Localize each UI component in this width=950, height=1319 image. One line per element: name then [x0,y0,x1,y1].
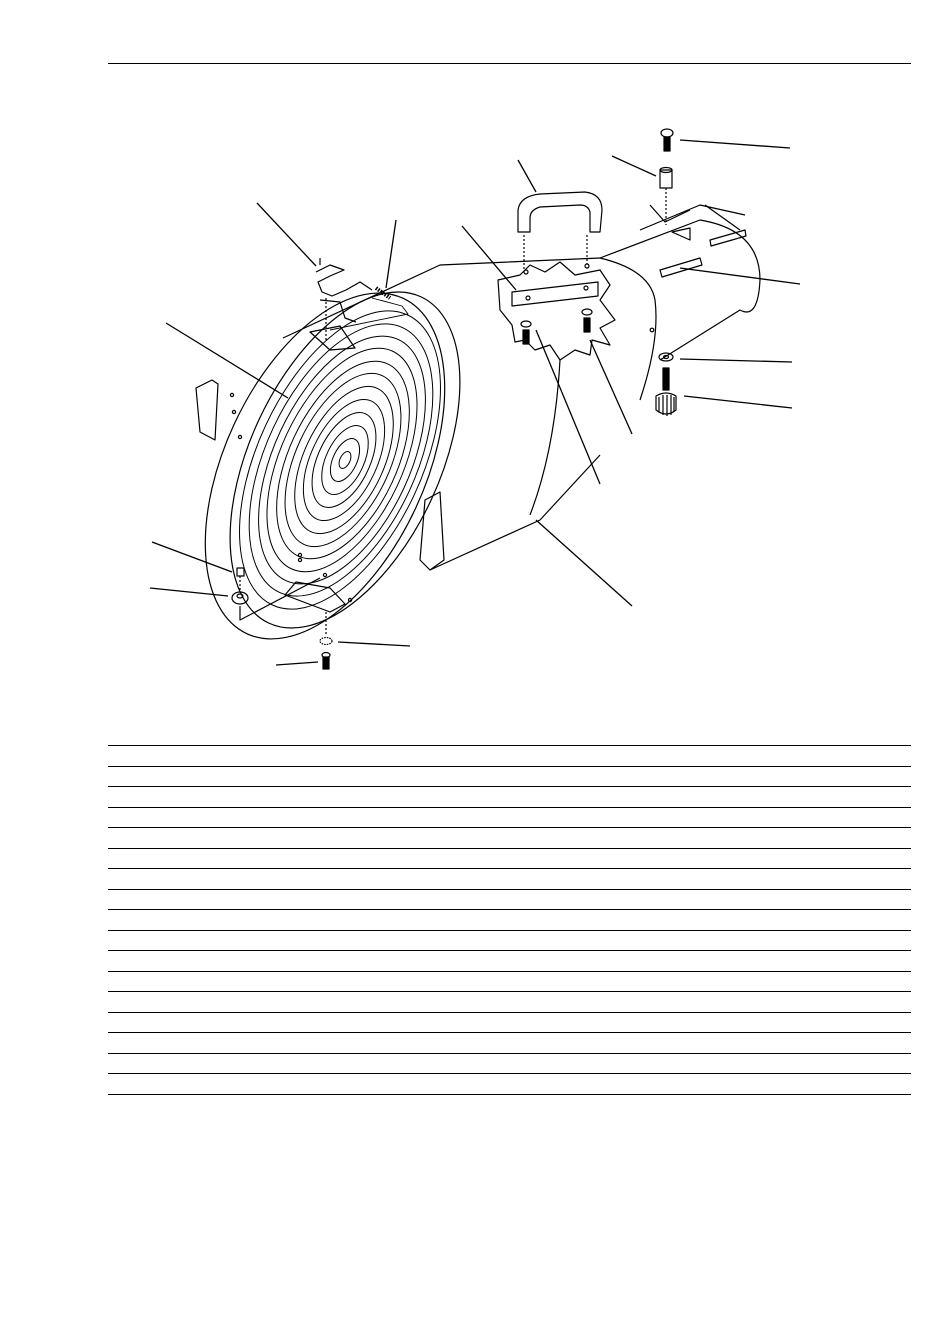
table-row [108,746,911,767]
table-cell-col3 [429,869,911,890]
table-cell-col1 [108,930,228,951]
table-cell-col2 [228,889,429,910]
table-cell-col1 [108,848,228,869]
table-row [108,951,911,972]
table-cell-col3 [429,951,911,972]
spacer-icon [660,168,672,226]
table-cell-col1 [108,889,228,910]
table-row [108,971,911,992]
table-cell-col3 [429,910,911,931]
table-cell-col2 [228,766,429,787]
table-cell-col3 [429,889,911,910]
table-cell-col1 [108,992,228,1013]
table-cell-col1 [108,1033,228,1054]
table-cell-col1 [108,971,228,992]
table-cell-col2 [228,930,429,951]
table-cell-col2 [228,807,429,828]
table-cell-col1 [108,787,228,808]
table-cell-col3 [429,992,911,1013]
knob-icon [656,368,676,416]
washer-icon [232,578,320,620]
table-cell-col2 [228,787,429,808]
screw-icon [322,653,330,670]
table-row [108,828,911,849]
fresnel-lens-icon [198,280,482,639]
table-cell-col2 [228,1012,429,1033]
table-cell-col1 [108,951,228,972]
table-cell-col1 [108,869,228,890]
table-cell-col2 [228,951,429,972]
table-cell-col2 [228,746,429,767]
table-row [108,869,911,890]
table-cell-col1 [108,766,228,787]
table-cell-col3 [429,1033,911,1054]
table-row [108,848,911,869]
table-row [108,889,911,910]
parts-table [108,745,911,1095]
table-cell-col2 [228,992,429,1013]
table-cell-col3 [429,766,911,787]
table-cell-col3 [429,1012,911,1033]
table-row [108,1012,911,1033]
callout-leaders [150,140,800,665]
table-cell-col3 [429,828,911,849]
screw-icon [521,309,592,344]
table-cell-col3 [429,1074,911,1095]
table-row [108,766,911,787]
table-cell-col3 [429,746,911,767]
table-cell-col2 [228,1074,429,1095]
table-row [108,1053,911,1074]
table-cell-col2 [228,848,429,869]
table-cell-col2 [228,910,429,931]
table-row [108,1033,911,1054]
table-row [108,910,911,931]
table-row [108,787,911,808]
table-cell-col1 [108,1074,228,1095]
table-cell-col3 [429,848,911,869]
table-cell-col3 [429,930,911,951]
table-cell-col3 [429,787,911,808]
table-cell-col3 [429,1053,911,1074]
table-row [108,930,911,951]
table-cell-col2 [228,1053,429,1074]
table-row [108,807,911,828]
table-cell-col3 [429,807,911,828]
table-cell-col1 [108,910,228,931]
bracket-icon [498,262,615,360]
table-cell-col2 [228,1033,429,1054]
table-cell-col2 [228,869,429,890]
table-row [108,992,911,1013]
table-cell-col1 [108,1012,228,1033]
table-cell-col1 [108,828,228,849]
table-cell-col1 [108,746,228,767]
table-cell-col2 [228,971,429,992]
table-row [108,1074,911,1095]
lens-housing-icon [156,205,760,676]
table-cell-col3 [429,971,911,992]
table-cell-col2 [228,828,429,849]
table-cell-col1 [108,1053,228,1074]
table-cell-col1 [108,807,228,828]
washer-icon [659,353,673,361]
screw-icon [661,129,673,151]
